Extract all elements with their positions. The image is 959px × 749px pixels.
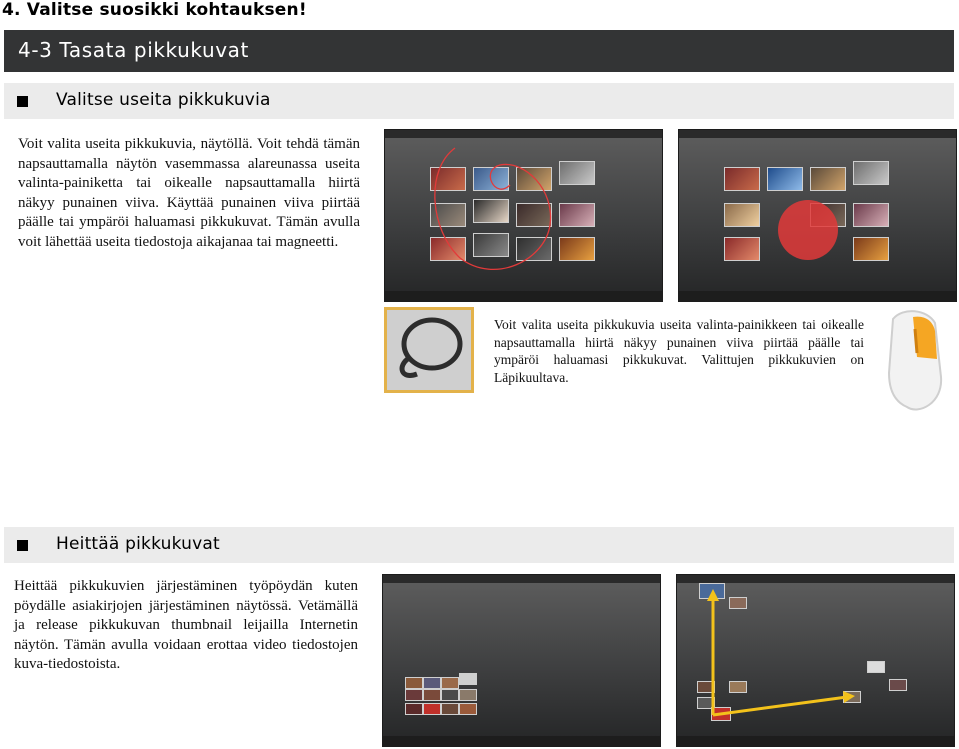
selection-blob — [778, 200, 838, 260]
section-bar-select-multiple — [4, 83, 954, 119]
chapter-bar — [4, 30, 954, 72]
chapter-title: 4-3 Tasata pikkukuvat — [18, 38, 249, 62]
top-heading: 4. Valitse suosikki kohtauksen! — [2, 0, 307, 20]
throw-arrows — [677, 575, 954, 746]
multi-select-lasso-icon — [384, 307, 474, 393]
section1-paragraph: Voit valita useita pikkukuvia, näytöllä. Voit tehdä tämän napsauttamalla näytön vasemmassa alareunassa useita valinta-painiketta tai oikealle napsauttamalla hiirtä näkyy punainen viiva. Käyttää punainen viiva piirtää päälle tai ympäröi haluamasi pikkukuvat. Tämän avulla voit lähettää useita tiedostoja aikajanaa tai magneetti. — [18, 136, 360, 250]
screenshot-thumbnail-stack — [382, 574, 661, 747]
screenshot-highlighted-selection — [678, 129, 957, 302]
mouse-right-click-icon — [879, 307, 949, 417]
red-lasso-line — [385, 130, 662, 301]
section-title: Heittää pikkukuvat — [56, 534, 220, 554]
section-bullet — [17, 96, 28, 107]
section2-paragraph: Heittää pikkukuvien järjestäminen työpöydän kuten pöydälle asiakirjojen järjestäminen näytössä. Vetämällä ja release pikkukuvan thumbnail leijailla Internetin näytön. Tämän avulla voidaan erottaa video tiedostojen kuva-tiedostoista. — [14, 578, 358, 672]
section-bullet — [17, 540, 28, 551]
section1-paragraph-right: Voit valita useita pikkukuvia useita valinta-painikkeen tai oikealle napsauttamalla hiirtä näkyy punainen viiva piirtää päälle tai ympäröi haluamasi pikkukuvat. Valittujen pikkukuvien on Läpikuultava. — [494, 317, 864, 385]
section-title: Valitse useita pikkukuvia — [56, 90, 271, 110]
screenshot-lasso-selection — [384, 129, 663, 302]
section-bar-throw-thumbnails — [4, 527, 954, 563]
screenshot-thrown-thumbnails — [676, 574, 955, 747]
